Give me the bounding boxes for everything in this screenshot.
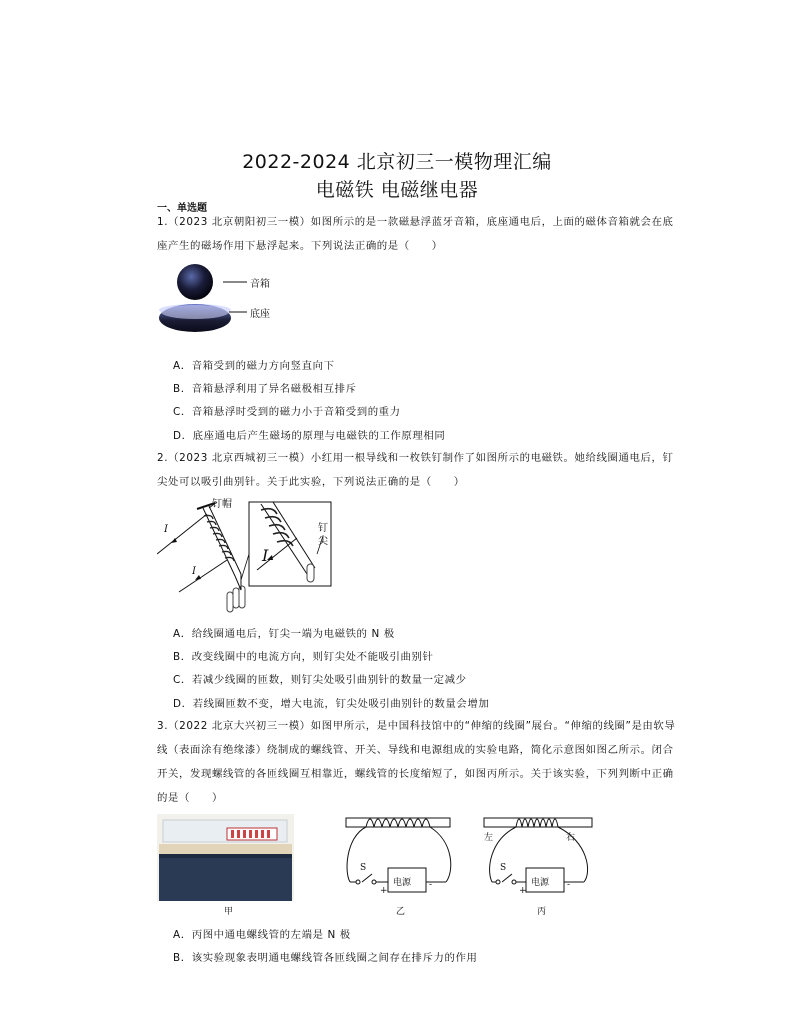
q1-option-d[interactable]: D．底座通电后产生磁场的原理与电磁铁的工作原理相同 <box>173 430 446 442</box>
q1-option-a[interactable]: A．音箱受到的磁力方向竖直向下 <box>173 360 335 372</box>
q1-levitating-speaker-figure <box>157 262 307 346</box>
q1-option-c[interactable]: C．音箱悬浮时受到的磁力小于音箱受到的重力 <box>173 406 401 418</box>
q2-option-c[interactable]: C．若减少线圈的匝数，则钉尖处吸引曲别针的数量一定减少 <box>173 674 467 686</box>
label-left: 左 <box>484 833 494 843</box>
caption-b: 乙 <box>396 907 406 917</box>
label-nail-tip-2: 尖 <box>318 536 328 547</box>
label-plus-c: + <box>519 886 527 896</box>
label-minus-b: - <box>429 880 433 890</box>
q2-option-a[interactable]: A．给线圈通电后，钉尖一端为电磁铁的 N 极 <box>173 628 395 640</box>
speaker-sphere <box>177 264 213 300</box>
caption-c: 丙 <box>537 907 547 917</box>
q2-option-d[interactable]: D．若线圈匝数不变，增大电流，钉尖处吸引曲别针的数量会增加 <box>173 698 490 710</box>
q3-exhibit-photo <box>157 814 294 901</box>
label-speaker: 音箱 <box>250 279 270 290</box>
label-switch-c: S <box>500 863 507 873</box>
section-heading: 一、单选题 <box>157 203 207 214</box>
label-source-b: 电源 <box>393 878 412 888</box>
label-current-1: I <box>164 524 168 535</box>
q1-option-b[interactable]: B．音箱悬浮利用了异名磁极相互排斥 <box>173 383 357 395</box>
q3-option-a[interactable]: A．丙图中通电螺线管的左端是 N 极 <box>173 929 351 941</box>
question-3-stem: 3.（2022 北京大兴初三一模）如图甲所示，是中国科技馆中的“伸缩的线圈”展台。“伸缩的线圈”是由软导线（表面涂有绝缘漆）绕制成的螺线管、开关、导线和电源组成的实验电路，简化示意图如图乙所示。闭合开关，发现螺线管的各匝线圈互相靠近，螺线管的长度缩短了，如图丙所示。关于该实验，下列判断中正确的是（ ） <box>157 720 676 804</box>
q3-option-b[interactable]: B．该实验现象表明通电螺线管各匝线圈之间存在排斥力的作用 <box>173 952 478 964</box>
doc-title: 2022-2024 北京初三一模物理汇编 <box>242 151 552 173</box>
label-minus-c: - <box>567 880 571 890</box>
question-1-stem: 1.（2023 北京朝阳初三一模）如图所示的是一款磁悬浮蓝牙音箱，底座通电后，上面的磁体音箱就会在底座产生的磁场作用下悬浮起来。下列说法正确的是（ ） <box>157 216 674 252</box>
label-source-c: 电源 <box>531 878 550 888</box>
label-nail-head: 钉帽 <box>212 499 232 510</box>
label-right: 右 <box>566 833 576 843</box>
label-base: 底座 <box>250 309 270 320</box>
doc-subtitle: 电磁铁 电磁继电器 <box>315 179 479 201</box>
question-2-stem: 2.（2023 北京西城初三一模）小红用一根导线和一枚铁钉制作了如图所示的电磁铁。她给线圈通电后，钉尖处可以吸引曲别针。关于此实验，下列说法正确的是（ ） <box>157 452 674 488</box>
caption-a: 甲 <box>224 907 234 917</box>
q2-option-b[interactable]: B．改变线圈中的电流方向，则钉尖处不能吸引曲别针 <box>173 651 434 663</box>
label-current-3: I <box>262 546 269 565</box>
label-current-2: I <box>192 566 196 577</box>
label-plus-b: + <box>380 886 388 896</box>
label-switch-b: S <box>360 863 367 873</box>
q2-electromagnet-figure <box>157 494 347 616</box>
label-nail-tip-1: 钉 <box>318 523 328 534</box>
